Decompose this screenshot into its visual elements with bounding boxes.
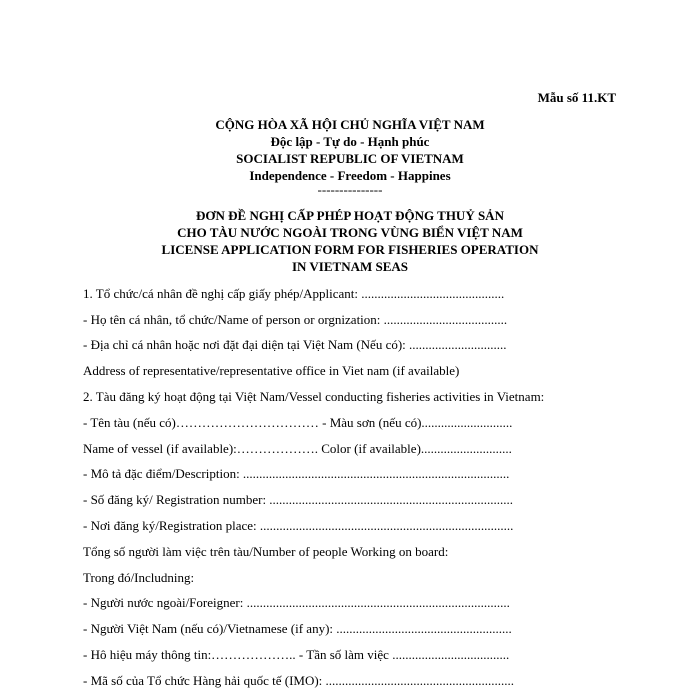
form-title-line-1: ĐƠN ĐỀ NGHỊ CẤP PHÉP HOẠT ĐỘNG THUỶ SẢN	[196, 208, 504, 223]
motto-en: Independence - Freedom - Happines	[249, 168, 451, 183]
country-name-en: SOCIALIST REPUBLIC OF VIETNAM	[236, 151, 464, 166]
vessel-name-color-en: Name of vessel (if available):………………. Color (if available)............................	[83, 441, 512, 456]
imo-number-field: - Mã số của Tổ chức Hàng hải quốc tế (IMO): ..........................................................	[83, 673, 515, 688]
representative-address-en: Address of representative/representative office in Viet nam (if available)	[83, 363, 460, 378]
vessel-name-color-field: - Tên tàu (nếu có)…………………………… - Màu sơn (nếu có)............................	[83, 415, 513, 430]
form-title-line-3: LICENSE APPLICATION FORM FOR FISHERIES OPERATION	[161, 242, 539, 257]
vietnamese-crew-field: - Người Việt Nam (nếu có)/Vietnamese (if any): ......................................................	[83, 621, 512, 636]
including-label: Trong đó/Includning:	[83, 570, 195, 585]
call-sign-frequency-field: - Hô hiệu máy thông tin:……………….. - Tần số làm việc ....................................	[83, 647, 510, 662]
form-title-line-4: IN VIETNAM SEAS	[291, 259, 409, 274]
form-code: Mẫu số 11.KT	[537, 90, 616, 105]
registration-place-field: - Nơi đăng ký/Registration place: ..............................................................................	[83, 518, 514, 533]
foreigner-field: - Người nước ngoài/Foreigner: .................................................................................	[83, 595, 510, 610]
crew-total-field: Tổng số người làm việc trên tàu/Number of people Working on board:	[83, 544, 449, 559]
form-title-line-2: CHO TÀU NƯỚC NGOÀI TRONG VÙNG BIỂN VIỆT NAM	[177, 225, 523, 240]
vessel-section-heading: 2. Tàu đăng ký hoạt động tại Việt Nam/Vessel conducting fisheries activities in Vietnam:	[83, 389, 545, 404]
country-name-vn: CỘNG HÒA XÃ HỘI CHỦ NGHĨA VIỆT NAM	[215, 117, 485, 132]
applicant-name-field: - Họ tên cá nhân, tổ chức/Name of person or orgnization: ......................................	[83, 312, 508, 327]
registration-number-field: - Số đăng ký/ Registration number: ...........................................................................	[83, 492, 514, 507]
header-separator: ---------------	[317, 182, 383, 197]
applicant-field: 1. Tổ chức/cá nhân đề nghị cấp giấy phép/Applicant: ............................................	[83, 286, 505, 301]
representative-address-field: - Địa chỉ cá nhân hoặc nơi đặt đại diện tại Việt Nam (Nếu có): ..............................	[83, 337, 507, 352]
description-field: - Mô tả đặc điểm/Description: ..................................................................................	[83, 466, 510, 481]
motto-vn: Độc lập - Tự do - Hạnh phúc	[270, 134, 430, 149]
